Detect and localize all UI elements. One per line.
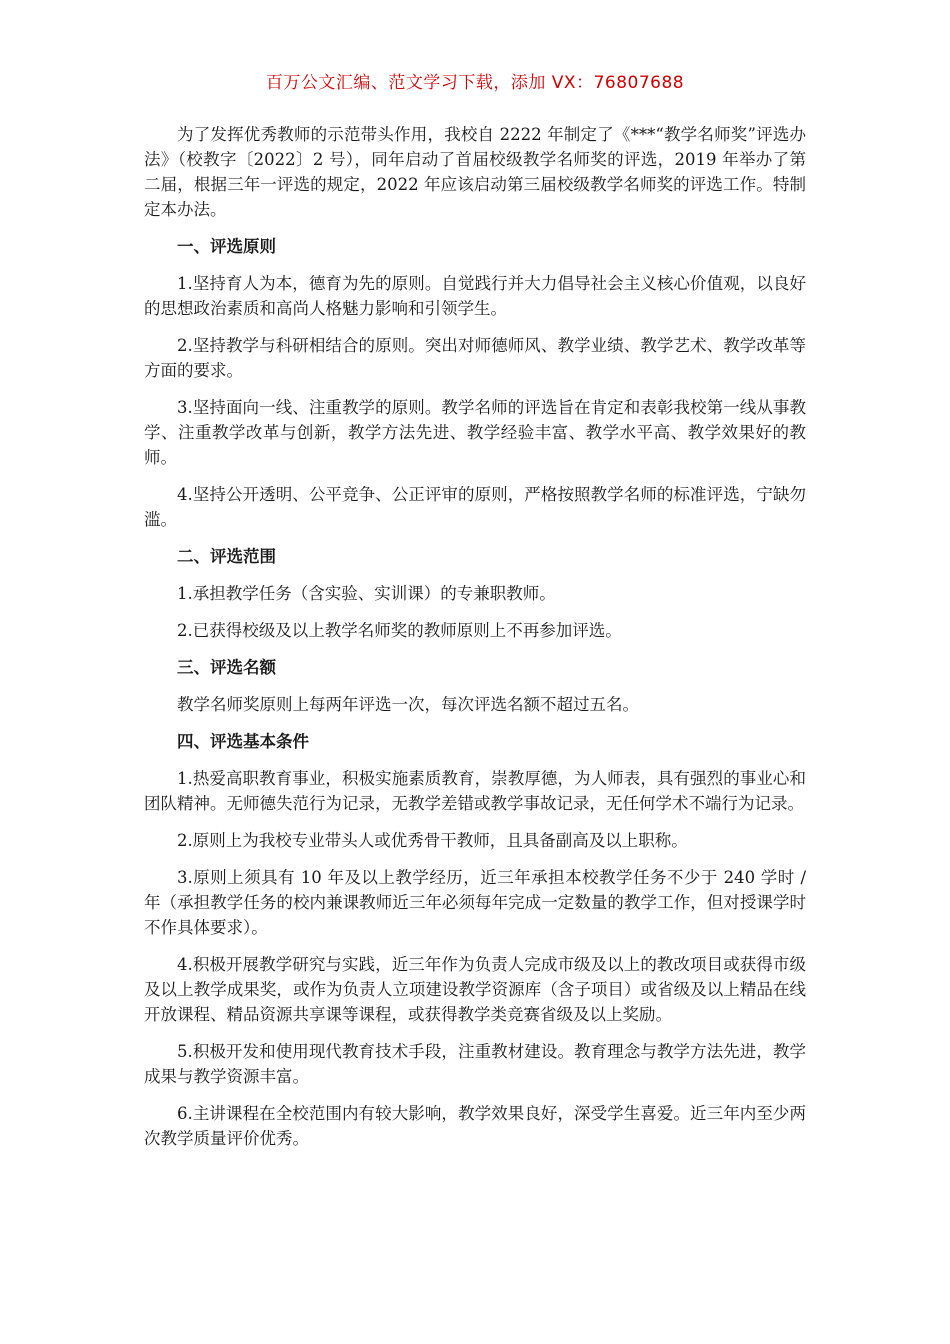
- list-item: 1.承担教学任务（含实验、实训课）的专兼职教师。: [177, 584, 556, 603]
- list-item: 4.积极开展教学研究与实践，近三年作为负责人完成市级及以上的教改项目或获得市级及以上教学成果奖，或作为负责人立项建设教学资源库（含子项目）或省级及以上精品在线开放课程、精品资源共享课等课程，或获得教学类竞赛省级及以上奖励。: [144, 955, 806, 1024]
- list-item: 2.原则上为我校专业带头人或优秀骨干教师，且具备副高及以上职称。: [177, 831, 688, 850]
- list-item: 3.坚持面向一线、注重教学的原则。教学名师的评选旨在肯定和表彰我校第一线从事教学、注重教学改革与创新，教学方法先进、教学经验丰富、教学水平高、教学效果好的教师。: [144, 398, 806, 467]
- section-principles: [144, 234, 806, 532]
- section-conditions: [144, 729, 806, 1151]
- section-quota: [144, 655, 806, 717]
- list-item: 1.热爱高职教育事业，积极实施素质教育，崇教厚德，为人师表，具有强烈的事业心和团队精神。无师德失范行为记录，无教学差错或教学事故记录，无任何学术不端行为记录。: [144, 769, 806, 813]
- document-body: [144, 122, 806, 1163]
- list-item: 6.主讲课程在全校范围内有较大影响，教学效果良好，深受学生喜爱。近三年内至少两次教学质量评价优秀。: [144, 1104, 806, 1148]
- list-item: 1.坚持育人为本，德育为先的原则。自觉践行并大力倡导社会主义核心价值观，以良好的思想政治素质和高尚人格魅力影响和引领学生。: [144, 274, 806, 318]
- section-heading: 一、评选原则: [177, 237, 276, 256]
- intro-paragraph: 为了发挥优秀教师的示范带头作用，我校自 2222 年制定了《***“教学名师奖”评选办法》（校教字〔2022〕2 号），同年启动了首届校级教学名师奖的评选，2019 年举办了第二届，根据三年一评选的规定，2022 年应该启动第三届校级教学名师奖的评选工作。特制定本办法。: [144, 125, 806, 219]
- list-item: 教学名师奖原则上每两年评选一次，每次评选名额不超过五名。: [177, 695, 639, 714]
- promo-banner: 百万公文汇编、范文学习下载，添加 VX：76807688: [265, 73, 685, 93]
- section-heading: 二、评选范围: [177, 547, 276, 566]
- list-item: 5.积极开发和使用现代教育技术手段，注重教材建设。教育理念与教学方法先进，教学成果与教学资源丰富。: [144, 1042, 806, 1086]
- section-heading: 四、评选基本条件: [177, 732, 309, 751]
- list-item: 2.坚持教学与科研相结合的原则。突出对师德师风、教学业绩、教学艺术、教学改革等方面的要求。: [144, 336, 806, 380]
- list-item: 4.坚持公开透明、公平竞争、公正评审的原则，严格按照教学名师的标准评选，宁缺勿滥。: [144, 485, 806, 529]
- section-scope: [144, 544, 806, 643]
- list-item: 3.原则上须具有 10 年及以上教学经历，近三年承担本校教学任务不少于 240 学时 / 年（承担教学任务的校内兼课教师近三年必须每年完成一定数量的教学工作，但对授课学时不作具体要求）。: [144, 868, 806, 937]
- list-item: 2.已获得校级及以上教学名师奖的教师原则上不再参加评选。: [177, 621, 622, 640]
- section-heading: 三、评选名额: [177, 658, 276, 677]
